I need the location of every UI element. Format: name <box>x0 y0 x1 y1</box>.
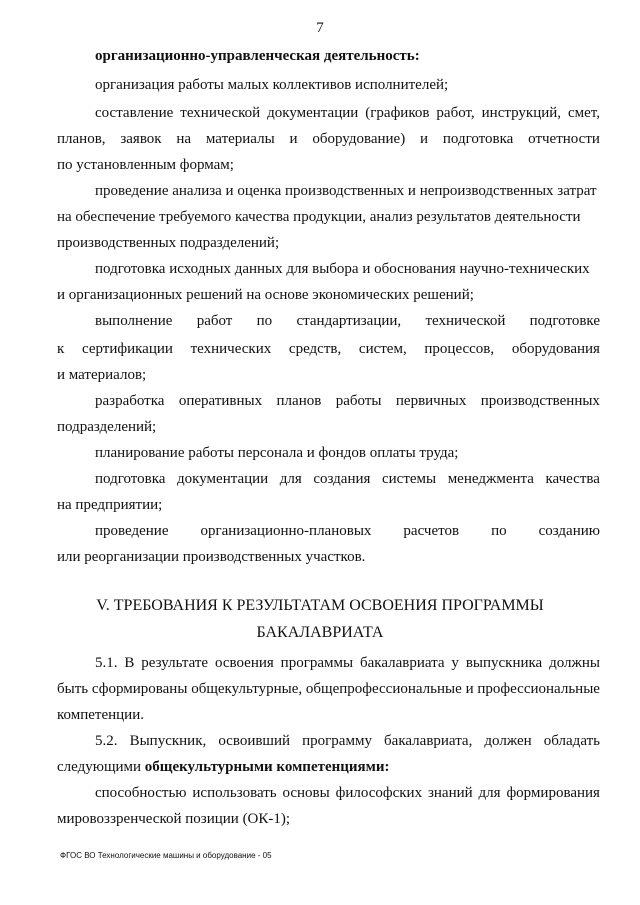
section-heading: организационно-управленческая деятельность: <box>95 48 420 64</box>
word: подготовка <box>442 131 514 147</box>
word: сертификации <box>81 341 173 357</box>
word: общепрофессиональные <box>305 681 462 697</box>
duty-line: подразделений; <box>57 419 157 435</box>
duty-line: подготовка исходных данных для выбора и обоснования научно-технических <box>95 261 590 277</box>
word: менеджмента <box>447 471 534 487</box>
word: созданию <box>538 523 600 539</box>
word: по <box>256 313 273 329</box>
word: материалы <box>205 131 275 147</box>
word: первичных <box>395 393 467 409</box>
word: выпускника <box>465 655 543 671</box>
word: обладать <box>543 733 600 749</box>
word: оперативных <box>178 393 263 409</box>
word: должен <box>484 733 532 749</box>
word: для <box>478 785 501 801</box>
duty-line: на обеспечение требуемого качества продукции, анализ результатов деятельности <box>57 209 581 225</box>
word: составление <box>95 105 174 121</box>
word: стандартизации, <box>296 313 402 329</box>
word: и <box>420 131 429 147</box>
justified-line <box>95 392 600 410</box>
word: В <box>124 655 135 671</box>
word: планов, <box>57 131 106 147</box>
word: бакалавриата <box>359 655 445 671</box>
page-number: 7 <box>316 20 324 36</box>
word: оборудование) <box>312 131 406 147</box>
word: бакалавриата, <box>384 733 473 749</box>
word: быть <box>57 681 89 697</box>
word: Выпускник, <box>129 733 207 749</box>
word: у <box>451 655 459 671</box>
justified-line <box>57 130 600 148</box>
word: профессиональные <box>477 681 600 697</box>
chapter-title: V. ТРЕБОВАНИЯ К РЕЗУЛЬТАТАМ ОСВОЕНИЯ ПРОГРАММЫ <box>96 597 544 614</box>
word: знаний <box>427 785 473 801</box>
word: работы <box>335 393 382 409</box>
duty-line: организация работы малых коллективов исполнителей; <box>95 77 449 93</box>
word: подготовка <box>95 471 166 487</box>
word: заявок <box>120 131 162 147</box>
word: формирования <box>506 785 600 801</box>
word: основы <box>282 785 330 801</box>
paragraph-line: мировоззренческой позиции (ОК-1); <box>57 811 291 827</box>
word: планов <box>276 393 322 409</box>
word: оборудования <box>511 341 600 357</box>
word: и <box>289 131 298 147</box>
word: процессов, <box>424 341 495 357</box>
word: технической <box>425 313 506 329</box>
word: работ, <box>436 105 475 121</box>
word: сформированы <box>91 681 188 697</box>
word: результате <box>141 655 209 671</box>
word: систем, <box>358 341 407 357</box>
word: работ <box>196 313 233 329</box>
word: инструкций, <box>481 105 562 121</box>
justified-line <box>95 104 600 122</box>
word: философских <box>335 785 423 801</box>
duty-line: производственных подразделений; <box>57 235 280 251</box>
paragraph-line <box>57 758 390 776</box>
word: смет, <box>568 105 600 121</box>
justified-line <box>95 654 600 672</box>
competence-type: общекультурными компетенциями: <box>144 759 390 775</box>
competence-lead: следующими <box>57 759 145 775</box>
duty-line: по установленным формам; <box>57 157 234 173</box>
justified-line <box>95 522 600 540</box>
word: подготовке <box>529 313 600 329</box>
duty-line: планирование работы персонала и фондов оплаты труда; <box>95 445 459 461</box>
duty-line: или реорганизации производственных участков. <box>57 549 366 565</box>
word: освоения <box>214 655 274 671</box>
word: и <box>465 681 474 697</box>
justified-line <box>95 784 600 802</box>
footer: ФГОС ВО Технологические машины и оборудование - 05 <box>60 851 272 860</box>
word: качества <box>545 471 600 487</box>
word: (графиков <box>365 105 430 121</box>
word: документации <box>177 471 269 487</box>
justified-line <box>57 340 600 358</box>
word: использовать <box>192 785 277 801</box>
duty-line: на предприятии; <box>57 497 163 513</box>
word: для <box>279 471 302 487</box>
duty-line: и организационных решений на основе экономических решений; <box>57 287 474 303</box>
word: средств, <box>288 341 342 357</box>
justified-line <box>57 680 600 698</box>
word: расчетов <box>403 523 460 539</box>
word: проведение <box>95 523 169 539</box>
duty-line: проведение анализа и оценка производственных и непроизводственных затрат <box>95 183 597 199</box>
word: на <box>176 131 192 147</box>
word: освоивший <box>218 733 291 749</box>
word: должны <box>549 655 600 671</box>
word: способностью <box>95 785 187 801</box>
chapter-title: БАКАЛАВРИАТА <box>256 624 384 641</box>
word: организационно-плановых <box>200 523 372 539</box>
justified-line <box>95 470 600 488</box>
word: к <box>57 341 65 357</box>
word: 5.2. <box>95 733 118 749</box>
duty-line: и материалов; <box>57 367 147 383</box>
justified-line <box>95 732 600 750</box>
word: системы <box>381 471 437 487</box>
word: выполнение <box>95 313 173 329</box>
word: 5.1. <box>95 655 118 671</box>
word: производственных <box>480 393 600 409</box>
word: создания <box>313 471 371 487</box>
word: разработка <box>95 393 165 409</box>
word: программу <box>302 733 372 749</box>
word: документации <box>267 105 359 121</box>
paragraph-line: компетенции. <box>57 707 144 723</box>
word: технической <box>180 105 261 121</box>
word: технических <box>190 341 272 357</box>
justified-line <box>95 312 600 330</box>
word: по <box>491 523 507 539</box>
word: общекультурные, <box>191 681 303 697</box>
word: отчетности <box>528 131 600 147</box>
word: программы <box>280 655 354 671</box>
